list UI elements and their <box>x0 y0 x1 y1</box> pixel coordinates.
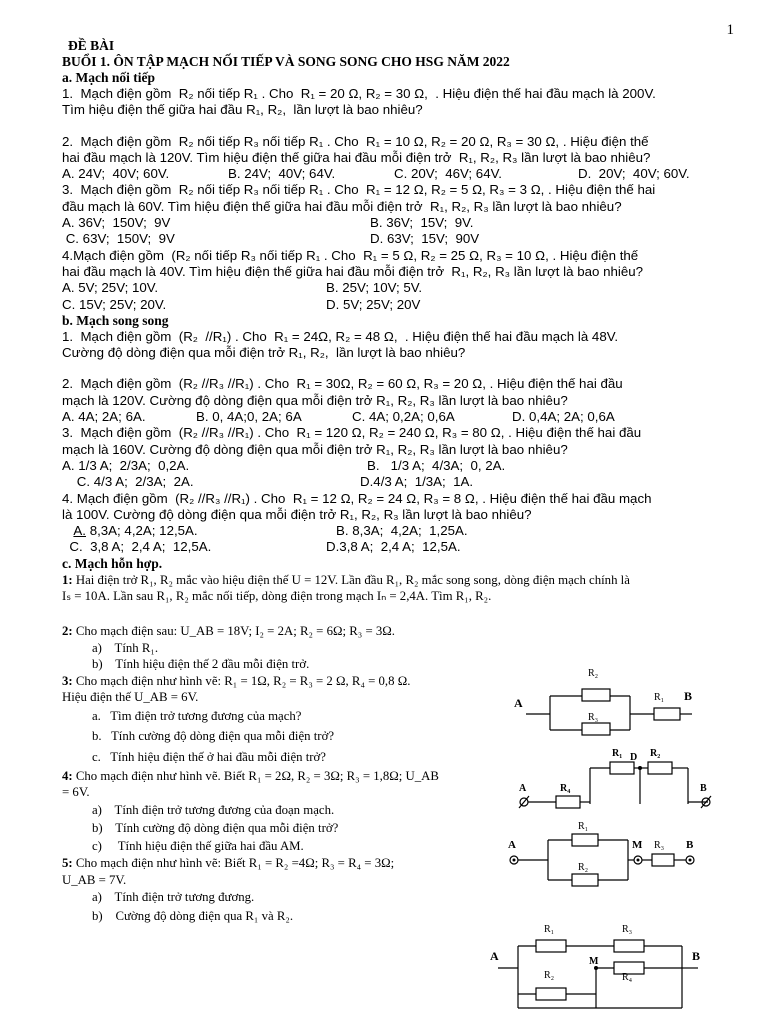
option-a-label: A. <box>73 523 86 539</box>
option: D.3,8 A; 2,4 A; 12,5A. <box>326 539 461 555</box>
option: C. 63V; 150V; 9V <box>62 231 175 247</box>
problem-text: Hai điện trở R₁, R₂ mắc vào hiệu điện thế U = 12V. Lần đầu R₁, R₂ mắc song song, dòng điện mạch chính là <box>72 572 630 587</box>
lesson-title: BUỔI 1. ÔN TẬP MẠCH NỐI TIẾP VÀ SONG SONG CHO HSG NĂM 2022 <box>62 54 510 69</box>
c-p2-item-a: a) Tính R₁. <box>92 640 159 655</box>
c-p3-line2: Hiệu điện thế U_AB = 6V. <box>62 690 199 705</box>
b-q4-line1: 4. Mạch điện gồm (R₂ //R₃ //R₁) . Cho R₁ = 12 Ω, R₂ = 24 Ω, R₃ = 8 Ω, . Hiệu điện thế hai đầu mạch <box>62 490 652 506</box>
b-q1-line2: Cường độ dòng điện qua mỗi điện trở R₁, R₂, lần lượt là bao nhiêu? <box>62 345 466 361</box>
option: D.4/3 A; 1/3A; 1A. <box>360 474 474 490</box>
problem-number: 3: <box>62 673 73 688</box>
b-q3-line1: 3. Mạch điện gồm (R₂ //R₃ //R₁) . Cho R₁ = 120 Ω, R₂ = 240 Ω, R₃ = 80 Ω, . Hiệu điện thế hai đầu <box>62 425 642 441</box>
terminal-b-label: B <box>700 783 707 794</box>
c-p2 <box>62 623 742 640</box>
a-q2-line1: 2. Mạch điện gồm R₂ nối tiếp R₃ nối tiếp R₁ . Cho R₁ = 10 Ω, R₂ = 20 Ω, R₃ = 30 Ω, . Hiệu điện thế <box>62 133 649 149</box>
a-q3-options-row2 <box>62 231 742 247</box>
terminal-b-label: B <box>686 839 694 851</box>
a-q4-line1: 4.Mạch điện gồm (R₂ nối tiếp R₃ nối tiếp R₁ . Cho R₁ = 5 Ω, R₂ = 25 Ω, R₃ = 10 Ω, . Hiệu điện thế <box>62 247 639 263</box>
option: B. 24V; 40V; 64V. <box>228 166 336 182</box>
b-q3-options-row2 <box>62 474 742 490</box>
a-q4-options-row2 <box>62 297 742 313</box>
circuit-diagram-4 <box>506 818 712 888</box>
r2-label: R₂ <box>588 668 599 679</box>
option: C. 3,8 A; 2,4 A; 12,5A. <box>62 539 212 555</box>
problem-number: 2: <box>62 623 73 638</box>
problem-text: Cho mạch điện sau: U_AB = 18V; I₂ = 2A; R₂ = 6Ω; R₃ = 3Ω. <box>72 623 395 638</box>
b-q2-line2: mạch là 120V. Cường độ dòng điện qua mỗi điện trở R₁, R₂, R₃ lần lượt là bao nhiêu? <box>62 392 568 408</box>
terminal-a-label: A <box>514 696 523 710</box>
problem-number: 5: <box>62 856 73 871</box>
c-p5-item-a: a) Tính điện trở tương đương. <box>92 890 255 905</box>
a-q3-line1: 3. Mạch điện gồm R₂ nối tiếp R₃ nối tiếp R₁ . Cho R₁ = 12 Ω, R₂ = 5 Ω, R₃ = 3 Ω, . Hiệu điện thế hai <box>62 182 656 198</box>
c-p3-item-c: c. Tính hiệu điện thế ở hai đầu mỗi điện trở? <box>92 749 326 764</box>
option: B. 8,3A; 4,2A; 1,25A. <box>336 523 468 539</box>
c-p5-item-b: b) Cường độ dòng điện qua R₁ và R₂. <box>92 909 294 924</box>
c-p1-line2: Iₛ = 10A. Lần sau R₁, R₂ mắc nối tiếp, dòng điện trong mạch Iₙ = 2,4A. Tìm R₁, R₂. <box>62 589 492 604</box>
section-a-heading: a. Mạch nối tiếp <box>62 70 155 85</box>
b-q4-line2: là 100V. Cường độ dòng điện qua mỗi điện trở R₁, R₂, R₃ lần lượt là bao nhiêu? <box>62 506 532 522</box>
c-p3-item-a: a. Tìm điện trở tương đương của mạch? <box>92 708 302 723</box>
option: B. 0, 4A;0, 2A; 6A <box>196 409 302 425</box>
c-p3-item-b: b. Tính cường độ dòng điện qua mỗi điện trở? <box>92 728 335 743</box>
problem-number: 4: <box>62 768 73 783</box>
r2-label: R₂ <box>544 970 555 981</box>
option: D. 5V; 25V; 20V <box>326 296 421 312</box>
a-q1-line2: Tìm hiệu điện thế giữa hai đầu R₁, R₂, lần lượt là bao nhiêu? <box>62 102 423 118</box>
problem-text: Cho mạch điện như hình vẽ: R₁ = 1Ω, R₂ = R₃ = 2 Ω, R₄ = 0,8 Ω. <box>72 673 411 688</box>
r3-label: R₃ <box>654 840 665 851</box>
r3-label: R₃ <box>588 712 599 723</box>
option: 8,3A; 4,2A; 12,5A. <box>86 523 198 539</box>
option: D. 20V; 40V; 60V. <box>578 166 690 182</box>
section-c-heading: c. Mạch hỗn hợp. <box>62 555 163 571</box>
option: A. 24V; 40V; 60V. <box>62 166 170 182</box>
option: C. 4/3 A; 2/3A; 2A. <box>62 474 194 490</box>
circuit-diagram-5 <box>486 918 716 1022</box>
b-q1-line1: 1. Mạch điện gồm (R₂ //R₁) . Cho R₁ = 24Ω, R₂ = 48 Ω, . Hiệu điện thế hai đầu mạch là 48V. <box>62 328 619 344</box>
b-q3-line2: mạch là 160V. Cường độ dòng điện qua mỗi điện trở R₁, R₂, R₃ lần lượt là bao nhiêu? <box>62 441 568 457</box>
option: C. 4A; 0,2A; 0,6A <box>352 409 455 425</box>
option: C. 20V; 46V; 64V. <box>394 166 502 182</box>
option: D. 63V; 15V; 90V <box>370 231 480 247</box>
r2-label: R₂ <box>650 748 661 759</box>
section-b-heading: b. Mạch song song <box>62 312 169 328</box>
c-p4-item-b: b) Tính cường độ dòng điện qua mỗi điện trở? <box>92 821 339 836</box>
c-p5-line2: U_AB = 7V. <box>62 872 127 887</box>
a-q2-options <box>62 166 742 182</box>
a-q2-line2: hai đầu mạch là 120V. Tìm hiệu điện thế giữa hai đầu mỗi điện trở R₁, R₂, R₃ lần lượt là bao nhiêu? <box>62 149 651 165</box>
node-m-label: M <box>589 956 599 967</box>
r1-label: R₁ <box>578 821 589 832</box>
option: A. 5V; 25V; 10V. <box>62 280 159 296</box>
r4-label: R₄ <box>560 783 571 794</box>
c-p4-item-a: a) Tính điện trở tương đương của đoạn mạch. <box>92 803 335 818</box>
b-q2-line1: 2. Mạch điện gồm (R₂ //R₃ //R₁) . Cho R₁ = 30Ω, R₂ = 60 Ω, R₃ = 20 Ω, . Hiệu điện thế hai đầu <box>62 376 623 392</box>
b-q4-options-row1 <box>62 523 742 539</box>
option: B. 25V; 10V; 5V. <box>326 280 423 296</box>
a-q3-line2: đầu mạch là 60V. Tìm hiệu điện thế giữa hai đầu mỗi điện trở R₁, R₂, R₃ lần lượt là bao nhiêu? <box>62 198 622 214</box>
b-q4-options-row2 <box>62 539 742 555</box>
page-number: 1 <box>726 22 734 38</box>
r1-label: R₁ <box>544 924 555 935</box>
de-bai-heading: ĐỀ BÀI <box>68 38 115 53</box>
a-q1-line1: 1. Mạch điện gồm R₂ nối tiếp R₁ . Cho R₁ = 20 Ω, R₂ = 30 Ω, . Hiệu điện thế hai đầu mạch là 200V. <box>62 86 656 101</box>
circuit-diagram-3 <box>512 742 717 820</box>
a-q4-options-row1 <box>62 280 742 296</box>
option: B. 36V; 15V; 9V. <box>370 215 474 231</box>
option: A. 4A; 2A; 6A. <box>62 409 146 425</box>
option: A. 1/3 A; 2/3A; 0,2A. <box>62 457 190 473</box>
terminal-b-label: B <box>692 949 701 963</box>
a-q3-options-row1 <box>62 215 742 231</box>
r3-label: R₃ <box>622 924 633 935</box>
r1-label: R₁ <box>654 692 665 703</box>
r4-label: R₄ <box>622 972 633 983</box>
node-d-label: D <box>630 752 638 763</box>
c-p1 <box>62 572 742 589</box>
circuit-diagram-2 <box>508 664 718 744</box>
b-q2-options <box>62 409 742 425</box>
terminal-a-label: A <box>519 783 527 794</box>
option: C. 15V; 25V; 20V. <box>62 296 167 312</box>
b-q3-options-row1 <box>62 458 742 474</box>
problem-number: 1: <box>62 572 73 587</box>
problem-text: Cho mạch điện như hình vẽ. Biết R₁ = 2Ω, R₂ = 3Ω; R₃ = 1,8Ω; U_AB <box>72 768 439 783</box>
c-p4-line2: = 6V. <box>62 785 90 800</box>
option: D. 0,4A; 2A; 0,6A <box>512 409 615 425</box>
terminal-a-label: A <box>508 839 516 851</box>
a-q4-line2: hai đầu mạch là 40V. Tìm hiệu điện thế giữa hai đầu mỗi điện trở R₁, R₂, R₃ lần lượt là bao nhiêu? <box>62 263 644 279</box>
terminal-b-label: B <box>684 689 693 703</box>
c-p4-item-c: c) Tính hiệu điện thế giữa hai đầu AM. <box>92 839 304 854</box>
r2-label: R₂ <box>578 862 589 873</box>
option: B. 1/3 A; 4/3A; 0, 2A. <box>367 457 506 473</box>
r1-label: R₁ <box>612 748 623 759</box>
c-p2-item-b: b) Tính hiệu điện thế 2 đầu mỗi điện trở. <box>92 657 310 672</box>
problem-text: Cho mạch điện như hình vẽ: Biết R₁ = R₂ =4Ω; R₃ = R₄ = 3Ω; <box>72 856 395 871</box>
option: A. 36V; 150V; 9V <box>62 215 171 231</box>
node-m-label: M <box>632 839 643 851</box>
terminal-a-label: A <box>490 949 499 963</box>
